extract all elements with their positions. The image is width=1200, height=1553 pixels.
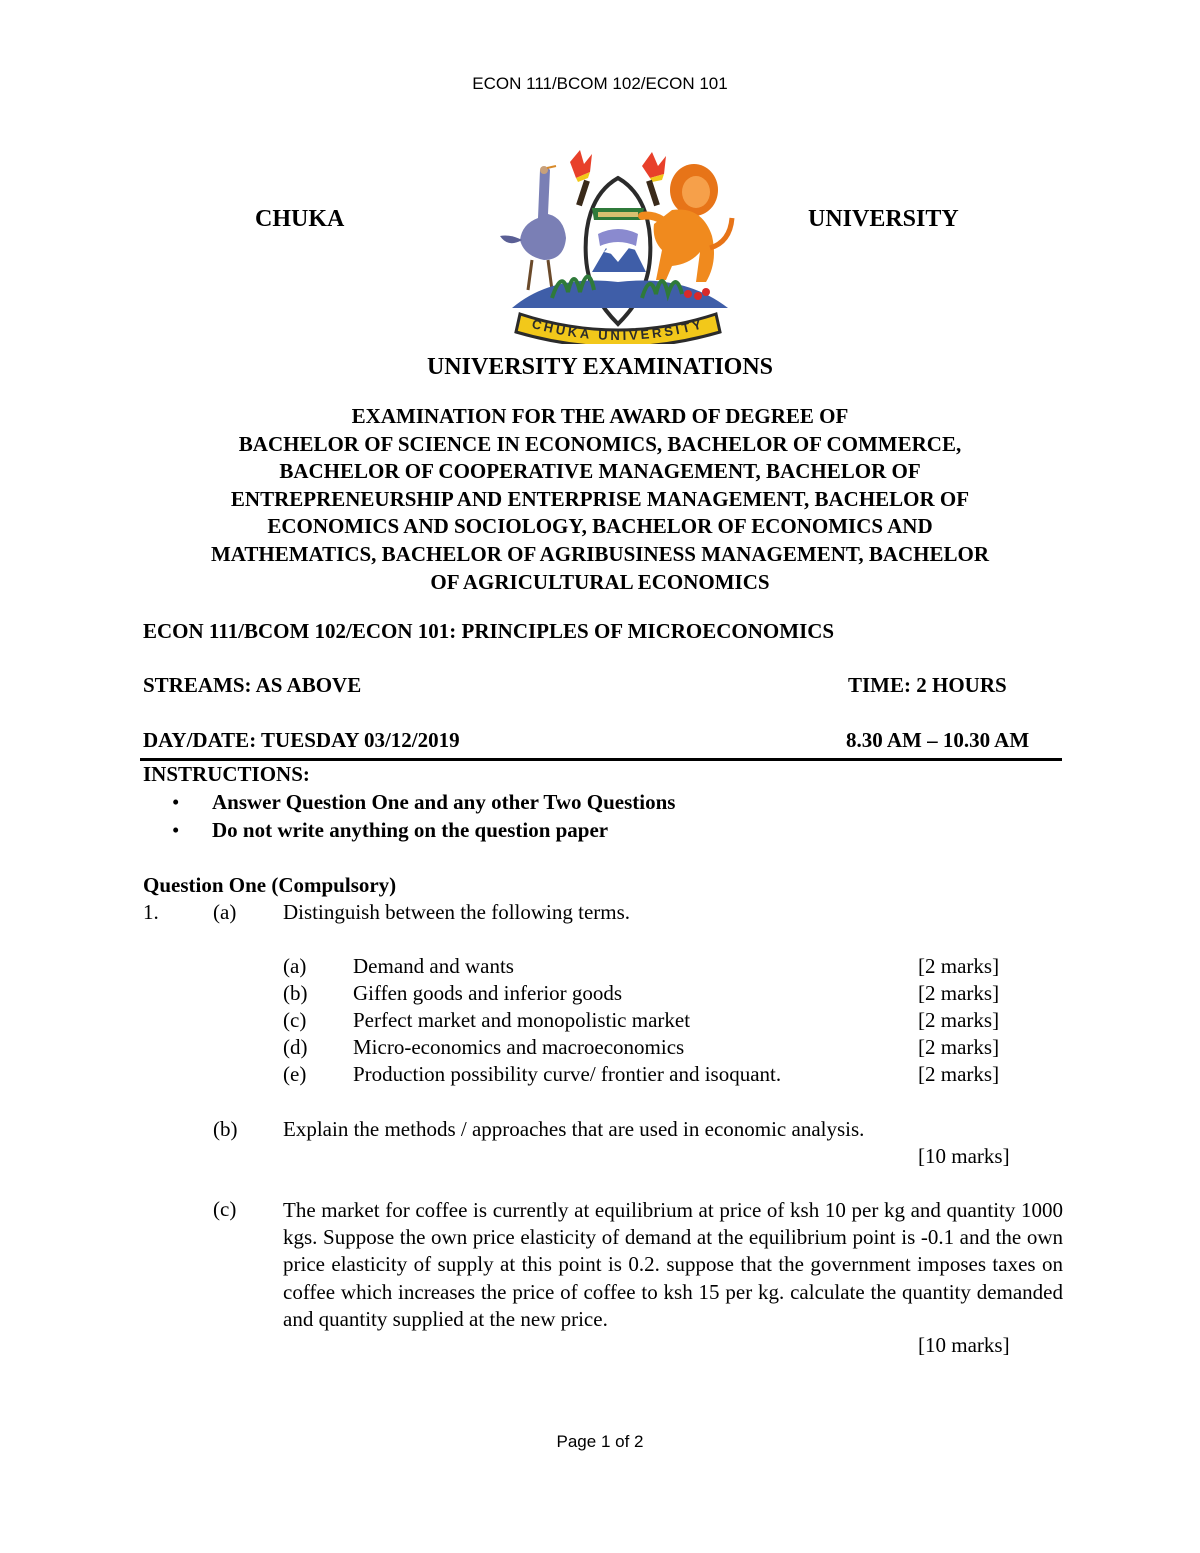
part-c-marks: [10 marks] — [918, 1333, 1010, 1357]
instruction-text: Do not write anything on the question paper — [212, 818, 609, 842]
instruction-text: Answer Question One and any other Two Questions — [212, 790, 676, 814]
part-a-label: (a) — [213, 900, 237, 924]
banner-text: CHUKA UNIVERSITY — [530, 315, 706, 344]
session-time: 8.30 AM – 10.30 AM — [846, 728, 1030, 752]
part-a-text: Distinguish between the following terms. — [283, 900, 631, 924]
examinations-title: UNIVERSITY EXAMINATIONS — [426, 354, 774, 380]
degree-programmes — [0, 403, 1200, 596]
question-number: 1. — [143, 900, 159, 924]
sub-item-marks: [2 marks] — [918, 1062, 1000, 1086]
sub-item-label: (b) — [283, 981, 308, 1005]
degree-line: BACHELOR OF SCIENCE IN ECONOMICS, BACHELOR OF COMMERCE, — [238, 431, 962, 456]
bullet-icon: • — [172, 818, 180, 842]
sub-item-label: (c) — [283, 1008, 307, 1032]
right-torch-icon — [642, 152, 666, 206]
degree-line: EXAMINATION FOR THE AWARD OF DEGREE OF — [351, 404, 849, 428]
sub-item-marks: [2 marks] — [918, 954, 1000, 978]
part-c-text: The market for coffee is currently at equilibrium at price of ksh 10 per kg and quantity 1000 kgs. Suppose the own price elasticity of demand at the equilibrium point is -0.1 and the own price elasticity of supply at this point is 0.2. suppose that the government imposes taxes on coffee which increases the price of coffee to ksh 15 per kg. calculate the quantity demanded and quantity supplied at the new price. — [283, 1198, 1063, 1331]
degree-line: OF AGRICULTURAL ECONOMICS — [430, 569, 770, 594]
exam-date: DAY/DATE: TUESDAY 03/12/2019 — [143, 728, 460, 752]
instruction-item — [172, 818, 608, 843]
streams-label: STREAMS: AS ABOVE — [143, 673, 362, 697]
sub-item-marks: [2 marks] — [918, 981, 1000, 1005]
course-title: ECON 111/BCOM 102/ECON 101: PRINCIPLES OF MICROECONOMICS — [143, 619, 835, 643]
sub-item-text: Production possibility curve/ frontier and isoquant. — [353, 1062, 782, 1086]
sub-item-label: (e) — [283, 1062, 307, 1086]
degree-line: BACHELOR OF COOPERATIVE MANAGEMENT, BACHELOR OF — [279, 459, 921, 484]
ostrich-icon — [500, 166, 566, 290]
instruction-item — [172, 790, 675, 815]
lion-icon — [642, 164, 732, 282]
university-name-left: CHUKA — [255, 206, 345, 232]
degree-line: ENTREPRENEURSHIP AND ENTERPRISE MANAGEMENT, BACHELOR OF — [230, 486, 970, 511]
sub-item-marks: [2 marks] — [918, 1008, 1000, 1032]
part-c-label: (c) — [213, 1197, 237, 1221]
part-b-marks: [10 marks] — [918, 1144, 1010, 1168]
page-number: Page 1 of 2 — [556, 1432, 644, 1451]
university-name-right: UNIVERSITY — [808, 206, 959, 232]
sub-item-marks: [2 marks] — [918, 1035, 1000, 1059]
duration-label: TIME: 2 HOURS — [848, 673, 1007, 697]
sub-item-text: Giffen goods and inferior goods — [353, 981, 623, 1005]
header-divider — [140, 758, 1062, 761]
part-b-label: (b) — [213, 1117, 238, 1141]
question-heading: Question One (Compulsory) — [143, 873, 397, 897]
sub-item-label: (a) — [283, 954, 307, 978]
sub-item-text: Demand and wants — [353, 954, 514, 978]
sub-item-text: Perfect market and monopolistic market — [353, 1008, 691, 1032]
part-b-text: Explain the methods / approaches that are used in economic analysis. — [283, 1117, 865, 1141]
instructions-heading: INSTRUCTIONS: — [143, 762, 310, 786]
university-crest-logo — [492, 148, 744, 344]
bullet-icon: • — [172, 790, 180, 814]
degree-line: MATHEMATICS, BACHELOR OF AGRIBUSINESS MANAGEMENT, BACHELOR — [210, 541, 990, 566]
left-torch-icon — [570, 150, 592, 206]
running-header: ECON 111/BCOM 102/ECON 101 — [472, 74, 728, 93]
sub-item-text: Micro-economics and macroeconomics — [353, 1035, 685, 1059]
degree-line: ECONOMICS AND SOCIOLOGY, BACHELOR OF ECONOMICS AND — [267, 514, 933, 539]
sub-item-label: (d) — [283, 1035, 308, 1059]
